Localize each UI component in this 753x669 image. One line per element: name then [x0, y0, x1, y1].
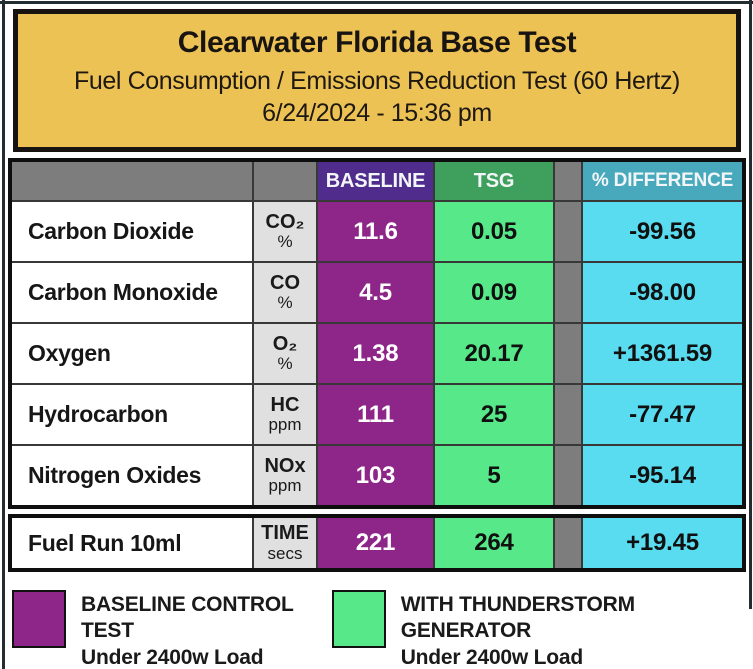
header-blank-symbol [254, 162, 316, 200]
page-title: Clearwater Florida Base Test [177, 26, 577, 59]
row-symbol [254, 385, 316, 444]
legend-sublabel: Under 2400w Load [400, 645, 584, 669]
difference-value: +1361.59 [583, 324, 742, 383]
column-header-tsg: TSG [435, 162, 553, 200]
symbol-text: NOx [264, 454, 306, 477]
row-symbol [254, 518, 316, 568]
legend-item-baseline [12, 590, 332, 669]
legend-text [81, 592, 332, 669]
gap-cell [555, 324, 581, 383]
baseline-value: 111 [318, 385, 433, 444]
row-name: Nitrogen Oxides [12, 446, 252, 505]
legend-item-tsg [332, 590, 745, 669]
row-name: Hydrocarbon [12, 385, 252, 444]
symbol-text: CO [270, 271, 300, 294]
legend [12, 590, 745, 669]
row-name: Carbon Dioxide [12, 202, 252, 261]
gap-cell [555, 518, 581, 568]
difference-value: -98.00 [583, 263, 742, 322]
baseline-color-swatch [12, 590, 66, 648]
difference-value: -95.14 [583, 446, 742, 505]
gap-cell [555, 446, 581, 505]
unit-text: % [277, 232, 293, 252]
row-name: Carbon Monoxide [12, 263, 252, 322]
gap-cell [555, 263, 581, 322]
difference-value: -99.56 [583, 202, 742, 261]
tsg-value: 25 [435, 385, 553, 444]
symbol-text: HC [270, 393, 300, 416]
row-name: Oxygen [12, 324, 252, 383]
baseline-value: 1.38 [318, 324, 433, 383]
tsg-value: 5 [435, 446, 553, 505]
screen-edge-left [2, 0, 5, 669]
tsg-value: 0.05 [435, 202, 553, 261]
gap-cell [555, 202, 581, 261]
symbol-text: TIME [261, 522, 309, 545]
unit-text: % [277, 354, 293, 374]
difference-value: +19.45 [583, 518, 742, 568]
header-blank-name [12, 162, 252, 200]
unit-text: ppm [268, 476, 302, 496]
legend-label: WITH THUNDERSTORM GENERATOR [400, 593, 635, 643]
legend-label: BASELINE CONTROL TEST [81, 593, 294, 643]
column-header-difference: % DIFFERENCE [583, 162, 742, 200]
screen-edge-right [749, 0, 752, 609]
row-symbol [254, 263, 316, 322]
tsg-value: 0.09 [435, 263, 553, 322]
fuel-run-table [8, 514, 746, 572]
baseline-value: 4.5 [318, 263, 433, 322]
unit-text: secs [267, 543, 303, 563]
symbol-text: O₂ [272, 332, 298, 355]
row-symbol [254, 202, 316, 261]
results-table [8, 158, 746, 509]
difference-value: -77.47 [583, 385, 742, 444]
baseline-value: 221 [318, 518, 433, 568]
tsg-color-swatch [332, 590, 386, 648]
gap-cell [555, 385, 581, 444]
column-header-baseline: BASELINE [318, 162, 433, 200]
screen-edge-top [0, 1, 753, 4]
page-subtitle: Fuel Consumption / Emissions Reduction Test (60 Hertz) [74, 67, 680, 95]
unit-text: % [277, 293, 293, 313]
baseline-value: 103 [318, 446, 433, 505]
row-symbol [254, 324, 316, 383]
unit-text: ppm [268, 415, 302, 435]
title-banner [13, 9, 741, 152]
tsg-value: 264 [435, 518, 553, 568]
row-name: Fuel Run 10ml [12, 518, 252, 568]
header-gap [555, 162, 581, 200]
legend-sublabel: Under 2400w Load [81, 645, 264, 669]
test-datetime: 6/24/2024 - 15:36 pm [262, 99, 492, 127]
legend-text [401, 592, 745, 669]
row-symbol [254, 446, 316, 505]
baseline-value: 11.6 [318, 202, 433, 261]
tsg-value: 20.17 [435, 324, 553, 383]
symbol-text: CO₂ [265, 210, 305, 233]
